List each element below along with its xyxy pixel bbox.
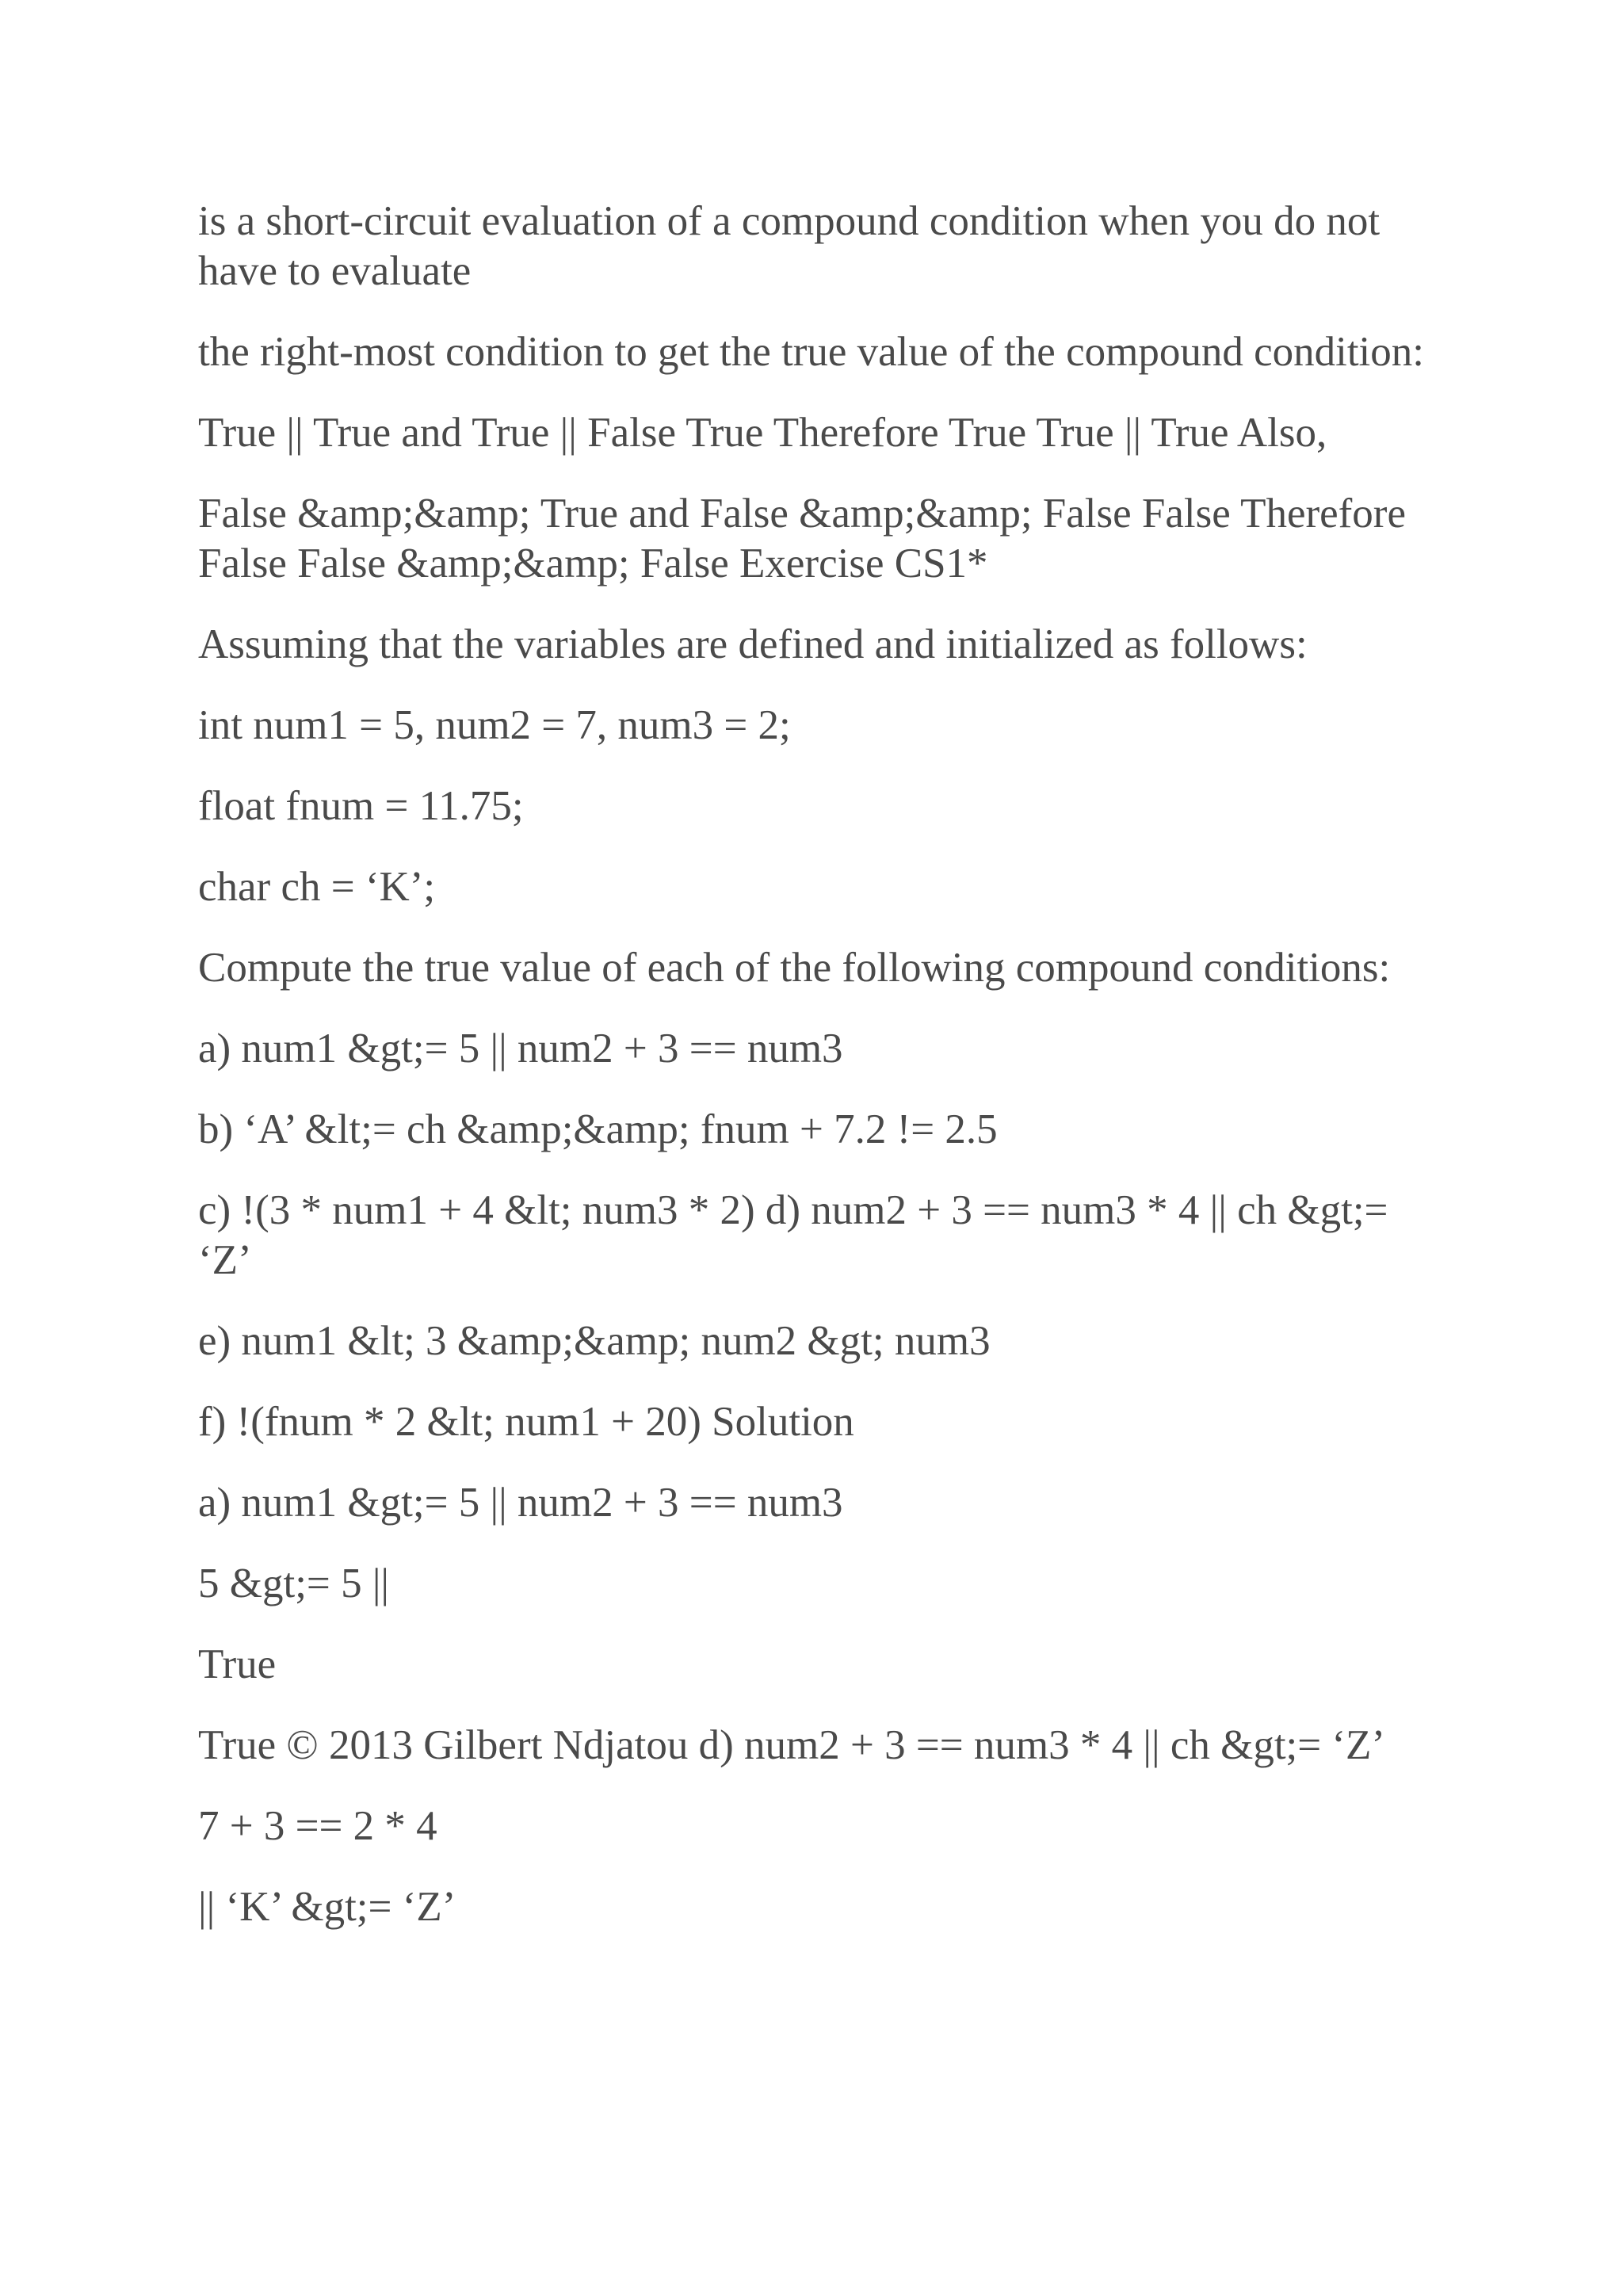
solution-a-step: 5 &gt;= 5 || [198,1561,390,1606]
copyright-and-solution-d: True © 2013 Gilbert Ndjatou d) num2 + 3 == num3 * 4 || ch &gt;= ‘Z’ [198,1722,1386,1768]
exercise-item-e: e) num1 &lt; 3 &amp;&amp; num2 &gt; num3 [198,1318,991,1364]
paragraph-compute-instruction: Compute the true value of each of the following compound conditions: [198,945,1391,991]
exercise-item-a: a) num1 &gt;= 5 || num2 + 3 == num3 [198,1026,843,1072]
paragraph-short-circuit-intro: is a short-circuit evaluation of a compound condition when you do not have to evaluate [198,198,1381,294]
exercise-item-c-d: c) !(3 * num1 + 4 &lt; num3 * 2) d) num2 + 3 == num3 * 4 || ch &gt;= ‘Z’ [198,1187,1388,1283]
document-body [198,197,1450,1963]
exercise-item-f: f) !(fnum * 2 &lt; num1 + 20) Solution [198,1399,854,1445]
paragraph-assuming: Assuming that the variables are defined and initialized as follows: [198,621,1308,667]
paragraph-right-most-condition: the right-most condition to get the true value of the compound condition: [198,329,1424,375]
solution-a-expression: a) num1 &gt;= 5 || num2 + 3 == num3 [198,1480,843,1526]
exercise-item-b: b) ‘A’ &lt;= ch &amp;&amp; fnum + 7.2 != 2.5 [198,1106,998,1152]
paragraph-or-examples: True || True and True || False True Therefore True True || True Also, [198,410,1327,456]
solution-a-result: True [198,1641,277,1687]
code-int-declaration: int num1 = 5, num2 = 7, num3 = 2; [198,702,791,748]
code-char-declaration: char ch = ‘K’; [198,864,436,910]
paragraph-and-examples: False &amp;&amp; True and False &amp;&amp; False False Therefore False False &amp;&amp; False Exercise CS1* [198,491,1406,586]
solution-d-step-1: 7 + 3 == 2 * 4 [198,1803,437,1849]
solution-d-step-2: || ‘K’ &gt;= ‘Z’ [198,1884,456,1930]
code-float-declaration: float fnum = 11.75; [198,783,524,829]
